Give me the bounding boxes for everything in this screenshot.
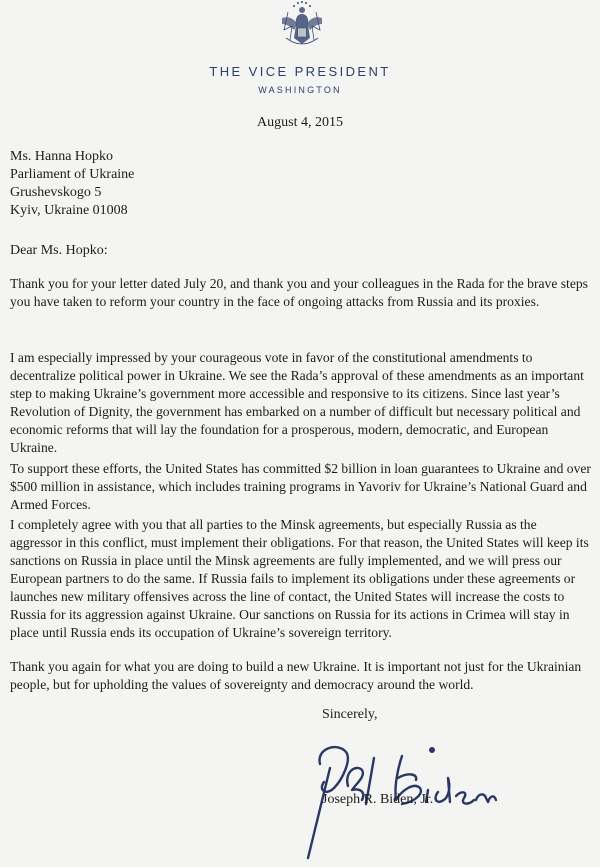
recipient-organization: Parliament of Ukraine: [10, 167, 135, 182]
letterhead-city: WASHINGTON: [258, 85, 342, 95]
recipient-city: Kyiv, Ukraine 01008: [10, 203, 128, 218]
letter-date: August 4, 2015: [257, 115, 343, 130]
recipient-name: Ms. Hanna Hopko: [10, 149, 114, 164]
recipient-address: [10, 148, 134, 220]
body-paragraph: I completely agree with you that all parties to the Minsk agreements, but especially Russia as the aggressor in this conflict, must implement their obligations. For that reason, the United States will keep its sanctions on Russia in place until the Minsk agreements are fully implemented, and we will press our European partners to do the same. If Russia fails to implement its obligations under these agreements or launches new military offensives across the line of contact, the United States will increase the costs to Russia for its aggression against Ukraine. Our sanctions on Russia for its actions in Crimea will stay in place until Russia ends its occupation of Ukraine’s sovereign territory.: [10, 517, 589, 640]
signer-name: Joseph R. Biden, Jr.: [322, 792, 434, 807]
recipient-street: Grushevskogo 5: [10, 185, 102, 200]
letterhead-office: THE VICE PRESIDENT: [209, 64, 391, 79]
vice-presidential-seal-icon: [278, 0, 326, 52]
body-paragraph: Thank you again for what you are doing to build a new Ukraine. It is important not just for the Ukrainian people, but for upholding the values of sovereignty and democracy around the world.: [10, 659, 582, 692]
body-paragraph: Thank you for your letter dated July 20, and thank you and your colleagues in the Rada for the brave steps you have taken to reform your country in the face of ongoing attacks from Russia and its proxies.: [10, 276, 588, 309]
body-paragraph: To support these efforts, the United States has committed $2 billion in loan guarantees to Ukraine and over $500 million in assistance, which includes training programs in Yavoriv for Ukraine’s National Guard and Armed Forces.: [10, 461, 591, 512]
closing: Sincerely,: [322, 707, 378, 722]
body-paragraph: I am especially impressed by your courageous vote in favor of the constitutional amendments to decentralize political power in Ukraine. We see the Rada’s approval of these amendments as an important step to making Ukraine’s government more accessible and responsive to its citizens. Since last year’s Revolution of Dignity, the government has embarked on a number of difficult but necessary political and economic reforms that will lay the foundation for a prosperous, modern, democratic, and European Ukraine.: [10, 350, 584, 455]
salutation: Dear Ms. Hopko:: [10, 243, 108, 258]
